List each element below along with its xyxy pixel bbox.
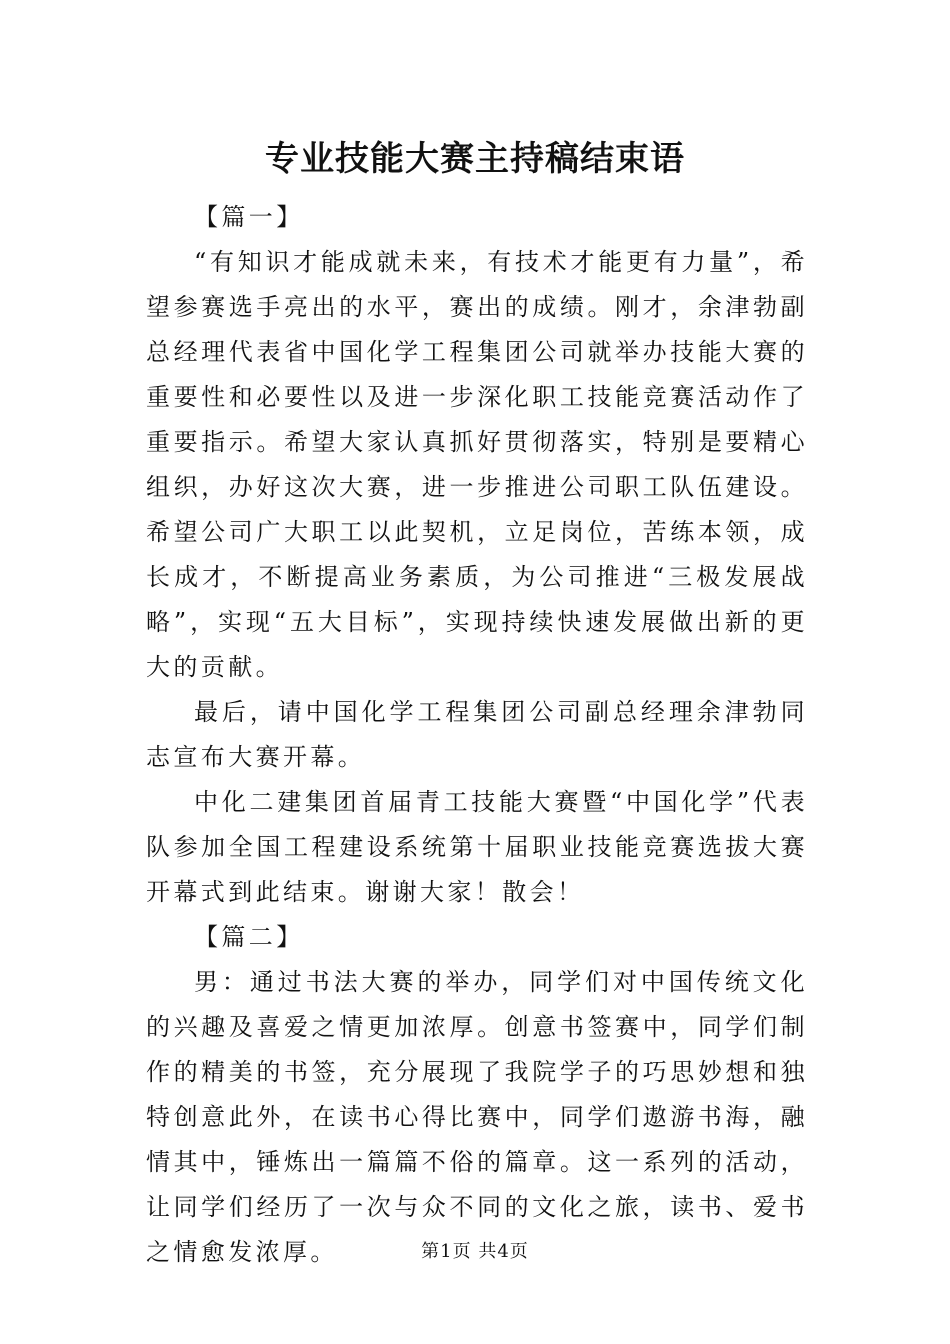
paragraph: “有知识才能成就未来，有技术才能更有力量”，希望参赛选手亮出的水平，赛出的成绩。刚才，余津勃副总经理代表省中国化学工程集团公司就举办技能大赛的重要性和必要性以及进一步深化职工技能竞赛活动作了重要指示。希望大家认真抓好贯彻落实，特别是要精心组织，办好这次大赛，进一步推进公司职工队伍建设。希望公司广大职工以此契机，立足岗位，苦练本领，成长成才，不断提高业务素质，为公司推进“三极发展战略”，实现“五大目标”，实现持续快速发展做出新的更大的贡献。 [146,248,808,681]
document-title: 专业技能大赛主持稿结束语 [265,139,685,179]
section-heading: 【篇一】 [194,203,304,231]
paragraph: 男：通过书法大赛的举办，同学们对中国传统文化的兴趣及喜爱之情更加浓厚。创意书签赛中，同学们制作的精美的书签，充分展现了我院学子的巧思妙想和独特创意此外，在读书心得比赛中，同学们遨游书海，融情其中，锤炼出一篇篇不俗的篇章。这一系列的活动，让同学们经历了一次与众不同的文化之旅，读书、爱书之情愈发浓厚。 [146,968,808,1266]
paragraph: 中化二建集团首届青工技能大赛暨“中国化学”代表队参加全国工程建设系统第十届职业技能竞赛选拔大赛开幕式到此结束。谢谢大家！散会！ [146,788,808,906]
paragraph: 最后，请中国化学工程集团公司副总经理余津勃同志宣布大赛开幕。 [146,698,808,771]
document-body [146,195,808,1275]
page-number-footer: 第1页 共4页 [421,1241,529,1262]
section-heading: 【篇二】 [194,923,304,951]
